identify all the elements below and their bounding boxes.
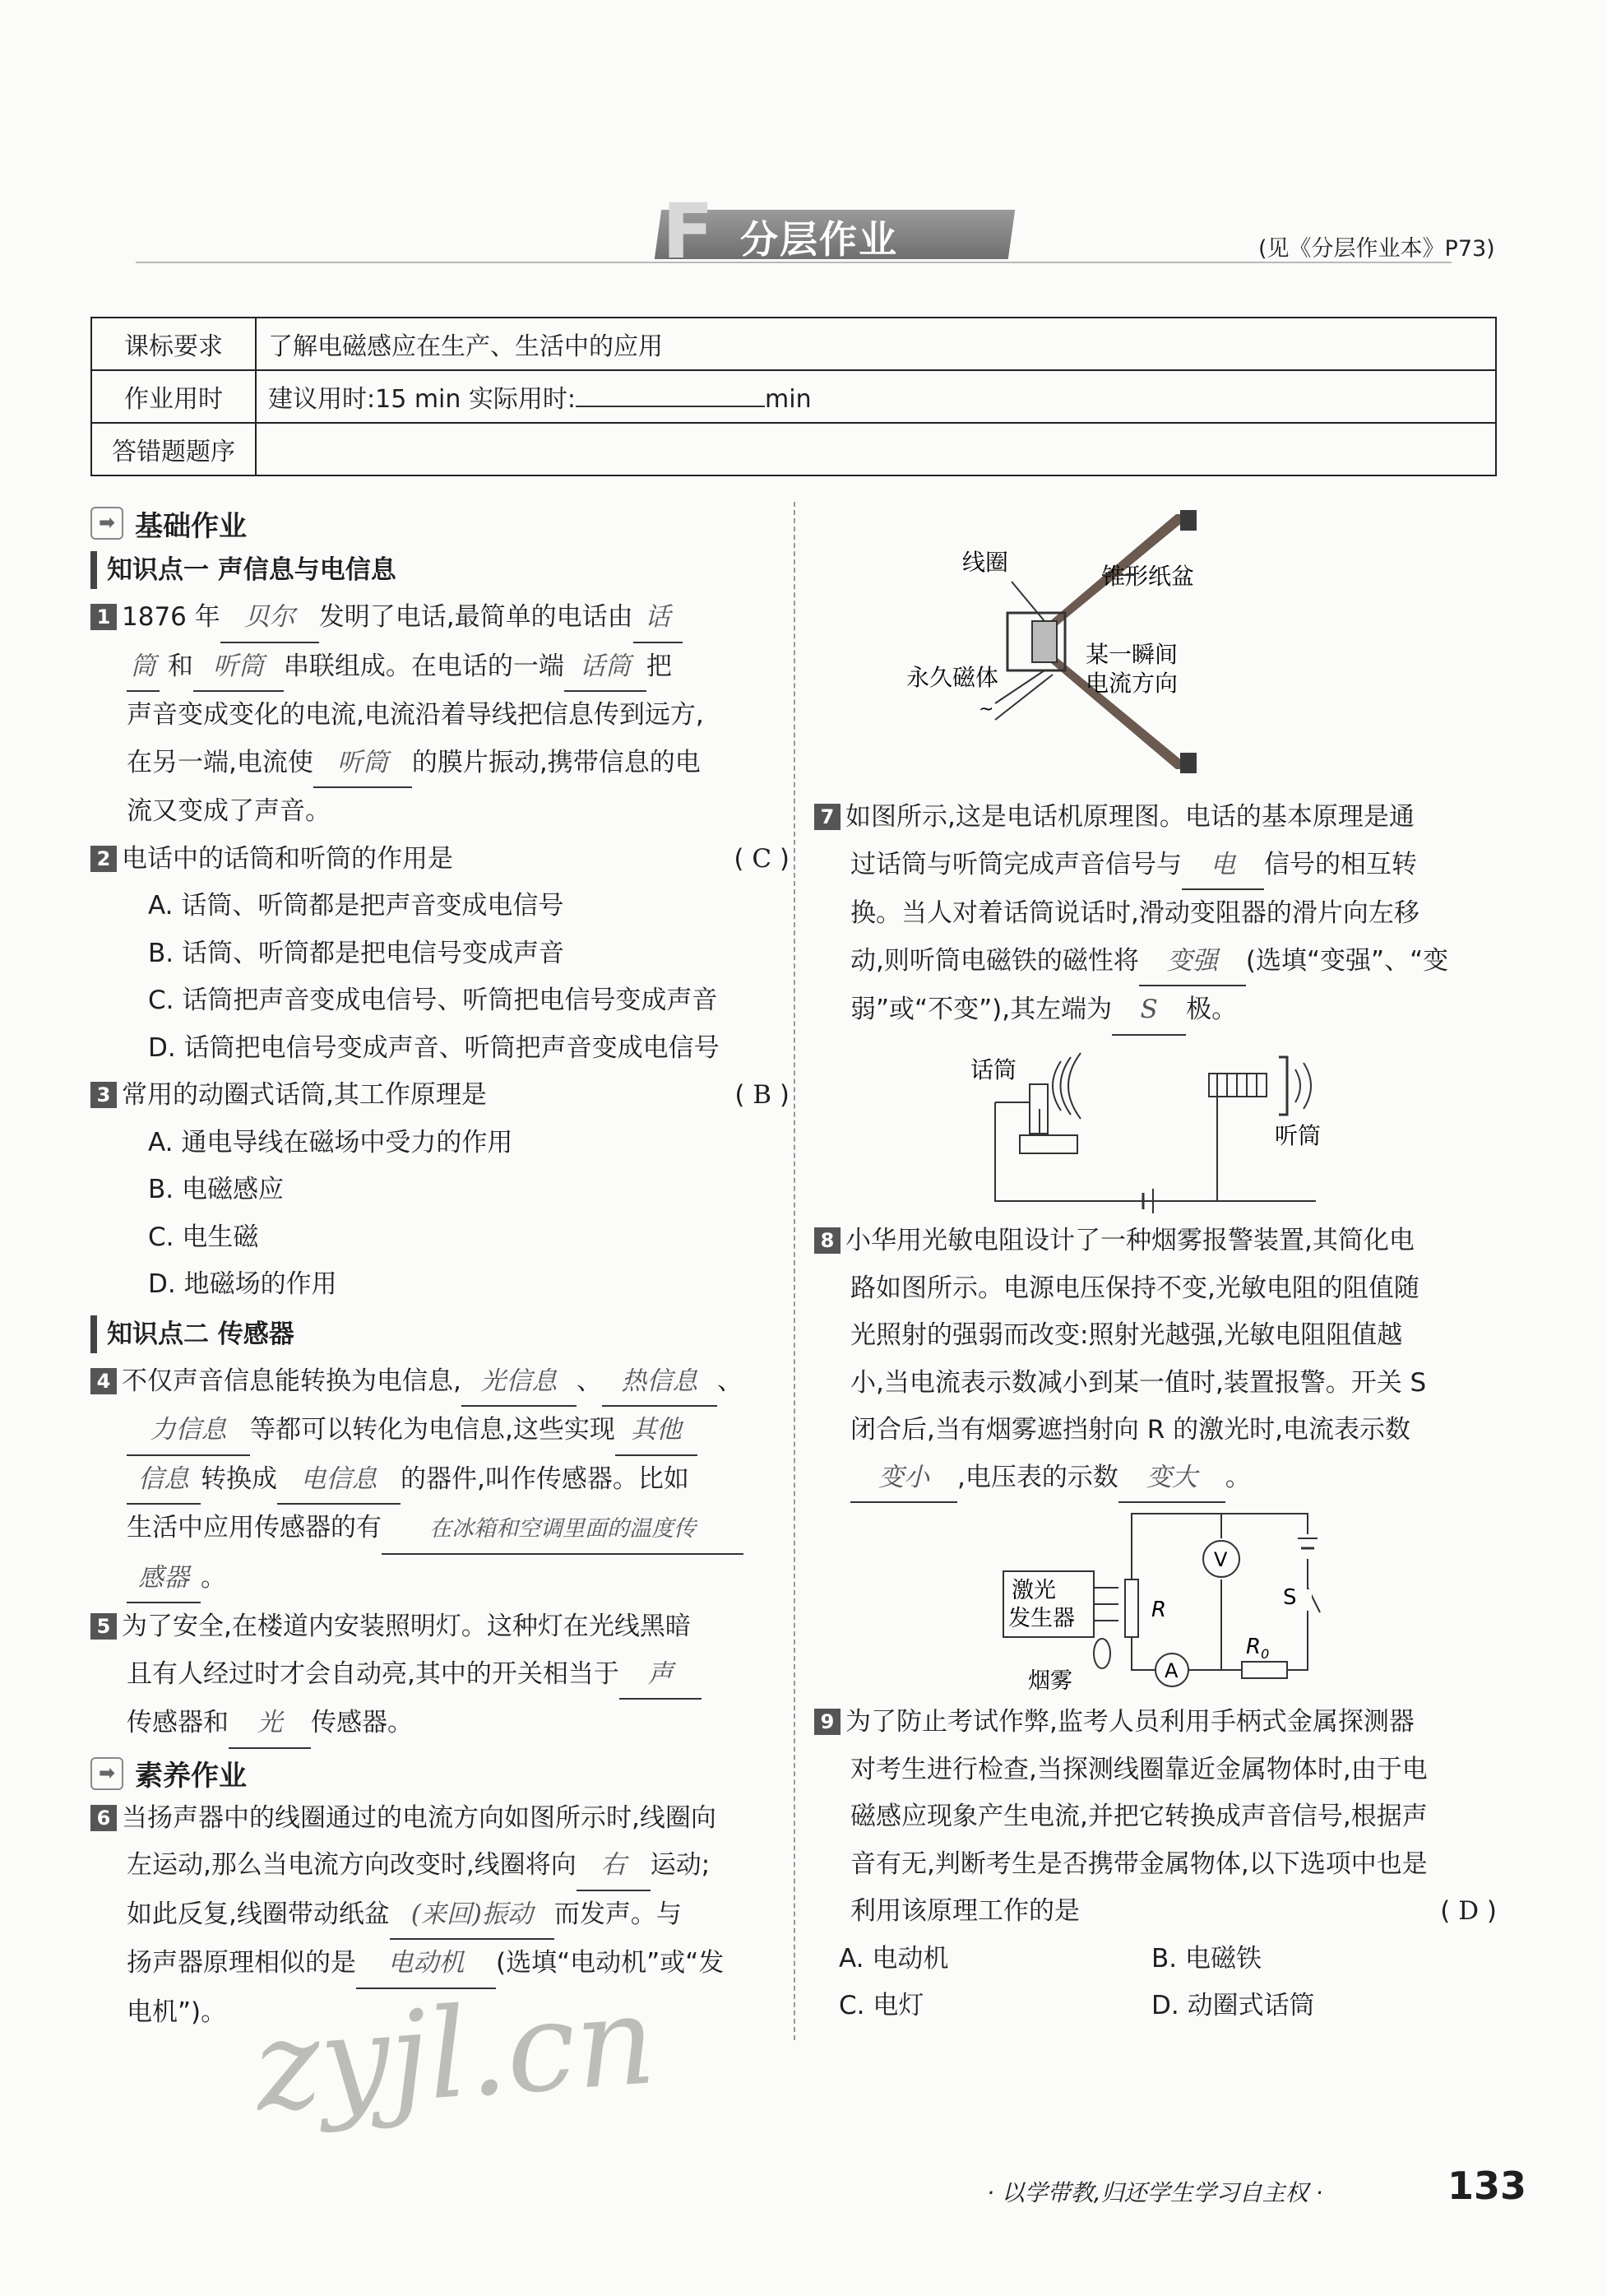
speaker-diagram xyxy=(906,506,1308,777)
right-column-lower xyxy=(814,1218,1505,1503)
answer-blank: 听筒 xyxy=(313,740,412,789)
right-column xyxy=(814,794,1505,1036)
question-number: 3 xyxy=(90,1082,117,1108)
q-text: 和 xyxy=(167,651,193,681)
coil xyxy=(1032,621,1057,662)
homework-info-table xyxy=(90,317,1497,476)
q-text: 常用的动圈式话筒,其工作原理是 xyxy=(122,1080,487,1110)
question-number: 1 xyxy=(90,604,117,630)
time-text: 建议用时:15 min 实际用时: xyxy=(268,385,577,414)
q-text: 闭合后,当有烟雾遮挡射向 R 的激光时,电流表示数 xyxy=(850,1415,1410,1445)
answer-blank: 感器 xyxy=(127,1555,201,1604)
section-title: 基础作业 xyxy=(135,509,247,543)
option: C. 电生磁 xyxy=(148,1222,259,1252)
page-number: 133 xyxy=(1447,2164,1527,2208)
answer-blank: 电 xyxy=(1182,842,1264,891)
label-R0: $R_0$ xyxy=(1246,1635,1270,1662)
option: B. 电磁铁 xyxy=(1151,1943,1262,1974)
knowledge-point-1: 知识点一 声信息与电信息 xyxy=(90,551,798,589)
option: A. 电动机 xyxy=(839,1943,949,1974)
answer-blank: 光 xyxy=(229,1700,311,1749)
watermark: zyjl.cn xyxy=(250,1969,660,2140)
label-current-2: 电流方向 xyxy=(1086,670,1179,697)
q-text: 的膜片振动,携带信息的电 xyxy=(411,747,701,777)
actual-time-blank[interactable] xyxy=(576,406,765,407)
question-5 xyxy=(90,1603,798,1749)
q-text: 而发声。与 xyxy=(553,1899,682,1929)
q-text: 不仅声音信息能转换为电信息, xyxy=(122,1366,461,1396)
answer-blank: 变小 xyxy=(850,1454,957,1504)
answer-blank: 话 xyxy=(633,594,683,643)
table-value[interactable] xyxy=(256,423,1496,475)
label-current-1: 某一瞬间 xyxy=(1086,641,1179,668)
left-column xyxy=(90,502,798,2036)
question-number: 5 xyxy=(90,1613,117,1640)
label-laser-2: 发生器 xyxy=(1008,1606,1075,1631)
question-number: 4 xyxy=(90,1368,117,1394)
option: A. 通电导线在磁场中受力的作用 xyxy=(148,1127,513,1157)
question-1 xyxy=(90,594,798,836)
sound-waves-icon xyxy=(1295,1063,1311,1109)
cone-edge-top xyxy=(1180,510,1197,531)
options-row xyxy=(814,1983,1505,2030)
leader-line xyxy=(1012,582,1044,621)
answer-blank: 电动机 xyxy=(356,1940,496,1989)
question-number: 7 xyxy=(814,804,841,830)
option: C. 话筒把声音变成电信号、听筒把电信号变成声音 xyxy=(148,986,718,1015)
q-text: 把 xyxy=(646,651,672,681)
cone-edge-bottom xyxy=(1180,753,1197,773)
receiver-diaphragm xyxy=(1279,1057,1287,1115)
answer-blank: 筒 xyxy=(127,643,160,693)
answer-blank: 声 xyxy=(619,1651,702,1700)
telephone-circuit-diagram xyxy=(970,1037,1332,1209)
q-text: 信号的相互转 xyxy=(1264,849,1417,879)
q-text: 小,当电流表示数减小到某一值时,装置报警。开关 S xyxy=(850,1367,1427,1398)
answer-blank: (来回)振动 xyxy=(390,1891,554,1941)
q-text: (选填“电动机”或“发 xyxy=(496,1948,725,1978)
label-mic: 话筒 xyxy=(970,1056,1017,1083)
q-text: 利用该原理工作的是 xyxy=(850,1896,1080,1926)
q-text: 弱”或“不变”),其左端为 xyxy=(850,995,1113,1024)
question-8: 8 小华用光敏电阻设计了一种烟雾报警装置,其简化电 路如图所示。电源电压保持不变,光敏电阻的阻值随 光照射的强弱而改变:照射光越强,光敏电阻阻值越 小,当电流表示数减小到某一值时,装置报警。开关 S 闭合后,当有烟雾遮挡射向 R 的激光时,电流表示数 变小 ,电压表的示数 变大 。 xyxy=(814,1218,1505,1503)
table-value xyxy=(256,370,1496,423)
right-column-bottom xyxy=(814,1699,1505,2030)
choice-answer: ( B ) xyxy=(734,1080,790,1110)
rheostat xyxy=(1020,1135,1077,1153)
q-text: ,电压表的示数 xyxy=(957,1462,1118,1492)
arrow-icon: ➡ xyxy=(90,507,123,540)
time-unit: min xyxy=(765,385,812,414)
ac-symbol: ~ xyxy=(979,699,994,720)
question-9 xyxy=(814,1699,1505,1936)
banner-title: 分层作业 xyxy=(740,217,898,262)
option: D. 动圈式话筒 xyxy=(1151,1991,1315,2020)
sound-waves-icon xyxy=(1053,1053,1081,1119)
q-text: 磁感应现象产生电流,并把它转换成声音信号,根据声 xyxy=(850,1802,1428,1831)
section-quality xyxy=(90,1752,798,1795)
q-text: 极。 xyxy=(1186,995,1238,1024)
choice-answer: ( D ) xyxy=(1440,1896,1497,1926)
q-text: 流又变成了声音。 xyxy=(127,796,331,826)
question-number: 2 xyxy=(90,846,117,872)
q-text: 过话筒与听筒完成声音信号与 xyxy=(850,849,1182,879)
q-text: 生活中应用传感器的有 xyxy=(127,1513,382,1542)
q-text: 转换成 xyxy=(201,1463,277,1494)
question-number: 9 xyxy=(814,1709,841,1735)
q-text: 为了防止考试作弊,监考人员利用手柄式金属探测器 xyxy=(845,1707,1415,1737)
label-S: S xyxy=(1283,1585,1297,1610)
q-text: 光照射的强弱而改变:照射光越强,光敏电阻阻值越 xyxy=(850,1320,1403,1350)
answer-blank: 变强 xyxy=(1139,938,1246,987)
section-basic xyxy=(90,502,798,545)
q-text: 的器件,叫作传感器。比如 xyxy=(401,1463,689,1494)
q-text: 动,则听筒电磁铁的磁性将 xyxy=(850,945,1139,976)
question-number: 8 xyxy=(814,1227,841,1254)
q-text: 路如图所示。电源电压保持不变,光敏电阻的阻值随 xyxy=(850,1273,1419,1303)
q-text: 左运动,那么当电流方向改变时,线圈将向 xyxy=(127,1850,577,1880)
q-text: 电机”)。 xyxy=(127,1997,227,2027)
table-value: 了解电磁感应在生产、生活中的应用 xyxy=(256,318,1496,370)
q-text: 运动; xyxy=(650,1850,711,1880)
switch-gap xyxy=(1304,1589,1312,1611)
q-text: 当扬声器中的线圈通过的电流方向如图所示时,线圈向 xyxy=(122,1802,716,1833)
q-text: 声音变成变化的电流,电流沿着导线把信息传到远方, xyxy=(127,700,704,730)
option: A. 话筒、听筒都是把声音变成电信号 xyxy=(148,891,564,921)
footer-motto: · 以学带教,归还学生学习自主权 · xyxy=(987,2179,1323,2206)
label-cone: 锥形纸盆 xyxy=(1102,563,1195,590)
answer-blank: 贝尔 xyxy=(220,594,319,643)
q-text: 在另一端,电流使 xyxy=(127,747,313,777)
answer-blank: 力信息 xyxy=(127,1407,250,1456)
circuit-wire xyxy=(1132,1514,1308,1670)
ammeter-label: A xyxy=(1165,1659,1179,1682)
table-key: 答错题题序 xyxy=(91,423,256,475)
option: D. 话筒把电信号变成声音、听筒把声音变成电信号 xyxy=(148,1032,720,1063)
q-text: 扬声器原理相似的是 xyxy=(127,1948,356,1978)
q-text: 对考生进行检查,当探测线圈靠近金属物体时,由于电 xyxy=(850,1754,1428,1784)
table-row xyxy=(91,318,1496,370)
reference-note: (见《分层作业本》P73) xyxy=(1258,236,1495,262)
answer-blank: S xyxy=(1112,986,1186,1036)
answer-blank: 光信息 xyxy=(461,1358,577,1408)
label-smoke: 烟雾 xyxy=(1028,1668,1072,1694)
q-text: 1876 年 xyxy=(122,602,220,632)
label-coil: 线圈 xyxy=(962,549,1009,576)
option: C. 电灯 xyxy=(839,1991,924,2020)
q-text: 且有人经过时才会自动亮,其中的开关相当于 xyxy=(127,1658,619,1689)
table-key: 作业用时 xyxy=(91,370,256,423)
photoresistor xyxy=(1125,1579,1138,1637)
question-3 xyxy=(90,1072,798,1120)
options-row xyxy=(814,1936,1505,1983)
banner-letter: F xyxy=(662,188,714,276)
circuit-wire xyxy=(995,1102,1316,1201)
table-row xyxy=(91,423,1496,475)
smoke-alarm-circuit-diagram xyxy=(995,1505,1324,1695)
answer-blank: 信息 xyxy=(127,1456,201,1505)
q-text: 如图所示,这是电话机原理图。电话的基本原理是通 xyxy=(845,802,1415,832)
q-text: 等都可以转化为电信息,这些实现 xyxy=(250,1415,615,1445)
question-2 xyxy=(90,836,798,884)
label-magnet: 永久磁体 xyxy=(906,664,999,691)
section-title: 素养作业 xyxy=(135,1760,247,1793)
q-text: 串联组成。在电话的一端 xyxy=(283,651,564,681)
q-text: 传感器和 xyxy=(127,1708,229,1737)
label-laser-1: 激光 xyxy=(1012,1578,1056,1603)
answer-blank: 听筒 xyxy=(193,643,284,693)
coil-windings xyxy=(1217,1074,1257,1097)
label-receiver: 听筒 xyxy=(1275,1122,1322,1149)
laser-beams xyxy=(1094,1588,1118,1621)
answer-blank: 热信息 xyxy=(602,1358,717,1408)
q-text: 换。当人对着话筒说话时,滑动变阻器的滑片向左移 xyxy=(850,898,1419,928)
answer-blank: 话筒 xyxy=(564,643,646,693)
label-R: R xyxy=(1151,1598,1167,1622)
option: D. 地磁场的作用 xyxy=(148,1269,337,1299)
resistor-R0 xyxy=(1242,1662,1287,1678)
table-key: 课标要求 xyxy=(91,318,256,370)
question-4: 4 不仅声音信息能转换为电信息, 光信息 、 热信息 、 力信息 等都可以转化为电信息,这些实现 其他 信息 转换成 电信息 的器件,叫作传感器。比如 生活中应用传感器的有 在冰箱和空调里面的温度传 感器 。 xyxy=(90,1358,798,1604)
answer-blank: 变大 xyxy=(1118,1454,1225,1504)
q-text: 小华用光敏电阻设计了一种烟雾报警装置,其简化电 xyxy=(845,1226,1415,1255)
answer-blank: 在冰箱和空调里面的温度传 xyxy=(382,1505,743,1555)
table-row xyxy=(91,370,1496,423)
smoke-icon xyxy=(1094,1639,1110,1668)
q-text: 发明了电话,最简单的电话由 xyxy=(318,602,633,632)
question-7 xyxy=(814,794,1505,1036)
arrow-icon: ➡ xyxy=(90,1757,123,1790)
question-number: 6 xyxy=(90,1805,117,1831)
answer-blank: 电信息 xyxy=(277,1456,401,1505)
option: B. 话筒、听筒都是把电信号变成声音 xyxy=(148,938,564,968)
choice-answer: ( C ) xyxy=(734,843,790,874)
q-text: 如此反复,线圈带动纸盆 xyxy=(127,1899,390,1929)
q-text: 传感器。 xyxy=(311,1708,413,1737)
answer-blank: 其他 xyxy=(615,1407,697,1456)
knowledge-point-2: 知识点二 传感器 xyxy=(90,1315,798,1353)
q-text: 为了安全,在楼道内安装照明灯。这种灯在光线黑暗 xyxy=(122,1612,691,1641)
q-text: 电话中的话筒和听筒的作用是 xyxy=(122,843,453,874)
q-text: (选填“变强”、“变 xyxy=(1245,945,1449,976)
answer-blank: 右 xyxy=(577,1842,651,1891)
option: B. 电磁感应 xyxy=(148,1175,284,1204)
q-text: 音有无,判断考生是否携带金属物体,以下选项中也是 xyxy=(850,1848,1428,1879)
voltmeter-label: V xyxy=(1214,1548,1228,1571)
